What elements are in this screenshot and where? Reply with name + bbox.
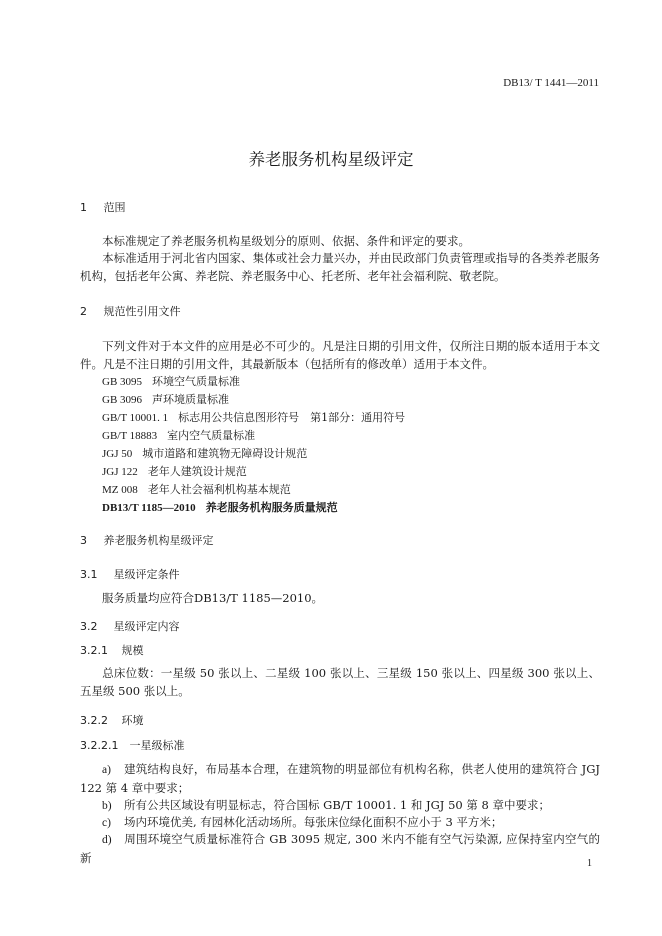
reference-code: DB13/T 1185—2010 [102,502,196,514]
list-item-text: 建筑结构良好，布局基本合理，在建筑物的明显部位有机构名称，供老人使用的建筑符合 JGJ 122 第 4 章中要求； [80,762,600,795]
standard-number: DB13/ T 1441—2011 [503,77,599,89]
reference-title: 老年人社会福利机构基本规范 [147,483,291,496]
reference-item [102,409,405,425]
subsection-heading [80,618,180,634]
subsection-number: 3.2 [80,620,98,633]
subsection-heading [80,642,144,658]
paragraph [80,589,600,607]
subsection-heading [80,712,144,728]
list-item-text: 所有公共区域设有明显标志，符合国标 GB/T 10001. 1 和 JGJ 50 第 8 章中要求； [124,798,550,812]
reference-code: GB/T 18883 [102,430,158,442]
paragraph-text: 总床位数：一星级 50 张以上、二星级 100 张以上、三星级 150 张以上、四星级 300 张以上、五星级 500 张以上。 [80,666,600,698]
paragraph-text: 下列文件对于本文件的应用是必不可少的。凡是注日期的引用文件，仅所注日期的版本适用于本文件。凡是不注日期的引用文件，其最新版本（包括所有的修改单）适用于本文件。 [80,339,600,371]
section-heading [80,532,214,548]
reference-code: GB 3095 [102,376,143,388]
paragraph [80,337,600,373]
subsection-number: 3.2.1 [80,644,108,657]
section-number: 3 [80,534,87,547]
section-number: 1 [80,201,87,214]
reference-title: 声环境质量标准 [152,393,230,406]
subsection-number: 3.2.2 [80,714,108,727]
paragraph-text: 本标准规定了养老服务机构星级划分的原则、依据、条件和评定的要求。 [102,234,470,248]
reference-item [102,499,338,515]
section-title: 范围 [103,201,126,214]
list-marker: c) [102,817,111,829]
subsection-title: 规模 [121,644,144,657]
list-marker: b) [102,800,112,812]
page-number: 1 [587,858,592,869]
subsection-title: 一星级标准 [129,739,185,752]
section-title: 规范性引用文件 [103,305,181,318]
reference-item [102,373,240,389]
list-item-text: 周围环境空气质量标准符合 GB 3095 规定, 300 米内不能有空气污染源, 应保持室内空气的新 [80,832,600,865]
reference-item [102,427,255,443]
reference-title: 标志用公共信息图形符号 第1部分：通用符号 [178,411,406,424]
list-item-text: 场内环境优美, 有园林化活动场所。每张床位绿化面积不应小于 3 平方米； [124,815,503,829]
section-heading [80,199,126,215]
reference-code: GB 3096 [102,394,143,406]
reference-item [102,481,291,497]
subsection-title: 星级评定内容 [113,620,180,633]
list-marker: a) [102,764,111,776]
paragraph [80,232,600,250]
document-title: 养老服务机构星级评定 [248,150,414,169]
subsection-number: 3.1 [80,568,98,581]
reference-item [102,463,247,479]
reference-title: 室内空气质量标准 [167,429,256,442]
paragraph-text: 服务质量均应符合DB13/T 1185—2010。 [102,591,324,605]
subsection-title: 环境 [121,714,144,727]
reference-code: GB/T 10001. 1 [102,412,169,424]
reference-item [102,391,229,407]
reference-code: JGJ 50 [102,448,133,460]
paragraph [80,664,600,700]
list-marker: d) [102,834,112,846]
paragraph-text: 本标准适用于河北省内国家、集体或社会力量兴办，并由民政部门负责管理或指导的各类养老服务机构，包括老年公寓、养老院、养老服务中心、托老所、老年社会福利院、敬老院。 [80,251,600,283]
section-number: 2 [80,305,87,318]
list-item [80,760,600,797]
paragraph [80,249,600,285]
reference-title: 城市道路和建筑物无障碍设计规范 [142,447,308,460]
reference-code: JGJ 122 [102,466,138,478]
reference-code: MZ 008 [102,484,138,496]
reference-item [102,445,307,461]
subsection-title: 星级评定条件 [113,568,180,581]
subsection-number: 3.2.2.1 [80,739,119,752]
list-item [80,830,600,867]
reference-title: 老年人建筑设计规范 [147,465,247,478]
subsection-heading [80,566,180,582]
section-heading [80,303,181,319]
reference-title: 环境空气质量标准 [152,375,241,388]
section-title: 养老服务机构星级评定 [103,534,214,547]
subsection-heading [80,737,185,753]
reference-title: 养老服务机构服务质量规范 [205,501,338,514]
